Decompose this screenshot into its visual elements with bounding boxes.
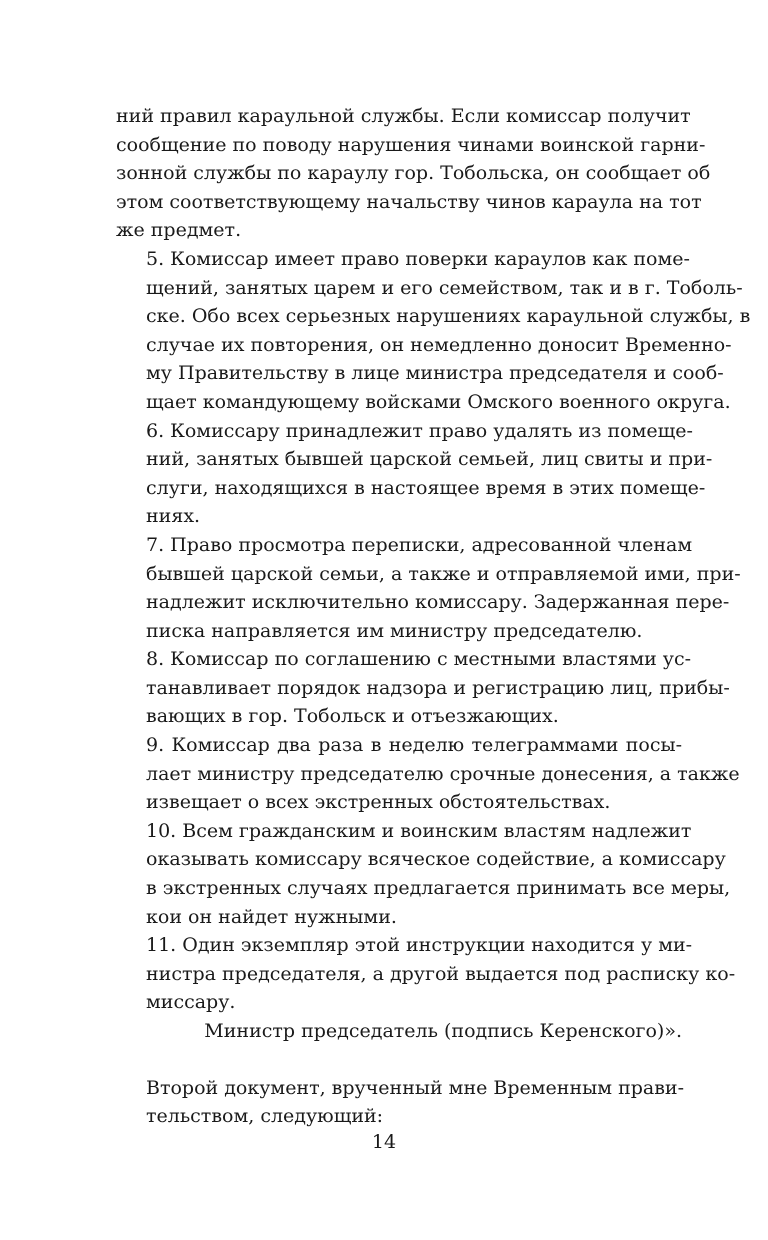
text-line: 11. Один экземпляр этой инструкции находится у ми- xyxy=(146,934,693,957)
text-line: ске. Обо всех серьезных нарушениях караульной службы, в xyxy=(146,305,751,328)
text-line: же предмет. xyxy=(116,219,242,242)
paragraph xyxy=(116,102,711,245)
paragraph xyxy=(116,417,713,531)
text-line: нистра председателя, а другой выдается под расписку ко- xyxy=(146,962,736,985)
text-line: сообщение по поводу нарушения чинами воинской гарни- xyxy=(116,133,706,156)
text-line: 7. Право просмотра переписки, адресованной членам xyxy=(146,533,693,556)
text-line: ний правил караульной службы. Если комиссар получит xyxy=(116,105,691,127)
text-line: лает министру председателю срочные донесения, а также xyxy=(146,762,740,785)
paragraph xyxy=(116,817,731,931)
closing-paragraph xyxy=(116,1074,685,1131)
text-line: 10. Всем гражданским и воинским властям надлежит xyxy=(146,819,692,842)
paragraph xyxy=(116,931,736,1017)
text-line: щает командующему войсками Омского военного округа. xyxy=(146,390,731,413)
section-gap xyxy=(116,1046,682,1074)
signature-line: Министр председатель (подпись Керенского)». xyxy=(204,1020,682,1042)
text-line: вающих в гор. Тобольск и отъезжающих. xyxy=(146,705,559,728)
text-line: в экстренных случаях предлагается принимать все меры, xyxy=(146,877,731,900)
body-text xyxy=(116,102,751,1017)
text-line: зонной службы по караулу гор. Тобольска, он сообщает об xyxy=(116,162,711,185)
paragraph xyxy=(116,245,751,417)
text-line: случае их повторения, он немедленно доносит Временно- xyxy=(146,333,732,356)
text-line: этом соответствующему начальству чинов караула на тот xyxy=(116,190,702,213)
text-line: кои он найдет нужными. xyxy=(146,905,397,928)
text-line: оказывать комиссару всяческое содействие, а комиссару xyxy=(146,848,726,871)
text-line: бывшей царской семьи, а также и отправляемой ими, при- xyxy=(146,562,741,585)
text-line: писка направляется им министру председателю. xyxy=(146,619,643,642)
text-line: надлежит исключительно комиссару. Задержанная пере- xyxy=(146,591,730,614)
page-number: 14 xyxy=(371,1131,397,1153)
text-line: щений, занятых царем и его семейством, так и в г. Тоболь- xyxy=(146,276,743,299)
text-line: Второй документ, врученный мне Временным прави- xyxy=(146,1076,685,1099)
text-line: 8. Комиссар по соглашению с местными властями ус- xyxy=(146,648,692,671)
text-line: слуги, находящихся в настоящее время в этих помеще- xyxy=(146,476,706,499)
text-line: ний, занятых бывшей царской семьей, лиц свиты и при- xyxy=(146,448,713,471)
paragraph xyxy=(116,531,741,645)
text-line: 9. Комиссар два раза в неделю телеграммами посы- xyxy=(146,734,682,757)
text-line: миссару. xyxy=(146,991,236,1014)
text-line: ниях. xyxy=(146,505,201,528)
text-line: тельством, следующий: xyxy=(146,1105,384,1128)
text-line: танавливает порядок надзора и регистрацию лиц, прибы- xyxy=(146,676,730,699)
text-line: му Правительству в лице министра председателя и сооб- xyxy=(146,362,724,385)
document-page xyxy=(116,102,751,1131)
paragraph xyxy=(116,645,730,731)
text-line: 6. Комиссару принадлежит право удалять из помеще- xyxy=(146,419,693,442)
text-line: 5. Комиссар имеет право поверки караулов как поме- xyxy=(146,247,690,270)
paragraph xyxy=(116,731,740,817)
text-line: извещает о всех экстренных обстоятельствах. xyxy=(146,791,611,814)
